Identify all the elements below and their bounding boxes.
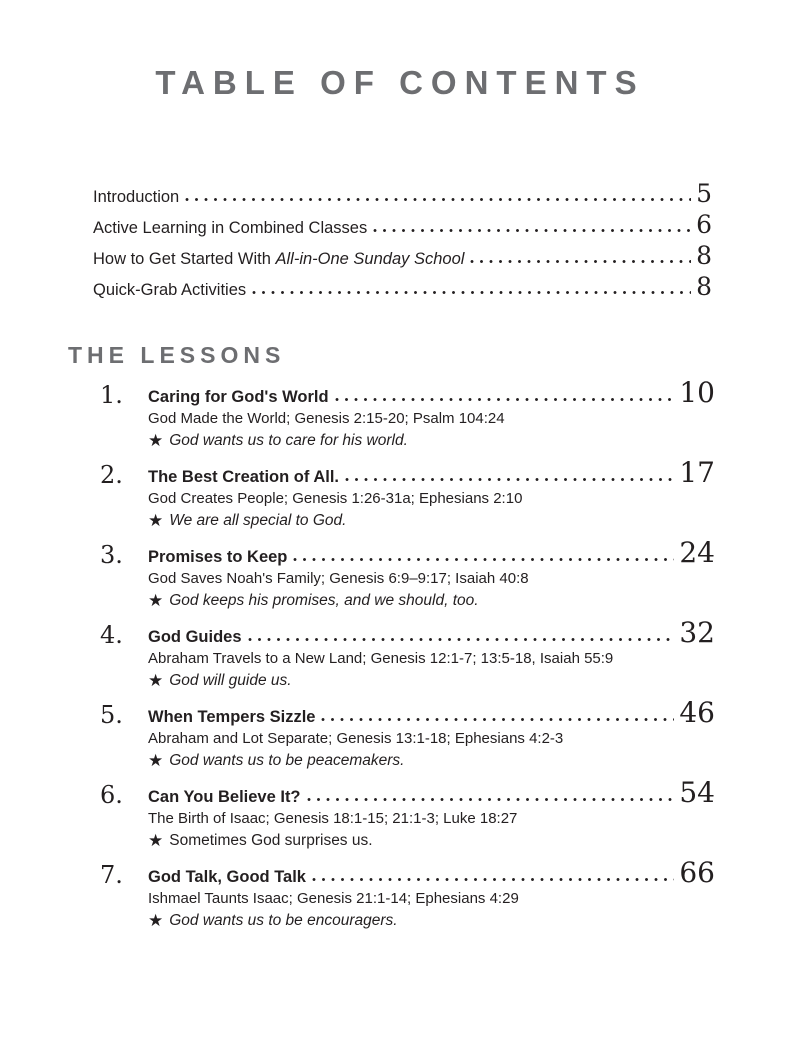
lesson-reference: Abraham Travels to a New Land; Genesis 12:1-7; 13:5-18, Isaiah 55:9	[148, 650, 614, 667]
lesson-body	[148, 696, 715, 770]
lesson-page-number: 32	[679, 616, 715, 649]
lesson-title: The Best Creation of All.	[148, 468, 339, 486]
lesson-reference: God Creates People; Genesis 1:26-31a; Ephesians 2:10	[148, 490, 523, 507]
front-entry-label: Introduction	[93, 188, 180, 206]
dot-leader	[312, 877, 674, 882]
lesson-reference: God Saves Noah's Family; Genesis 6:9–9:17; Isaiah 40:8	[148, 570, 529, 587]
lessons-heading: THE LESSONS	[68, 342, 286, 368]
front-matter-entry	[93, 179, 712, 216]
dot-leader	[252, 290, 691, 295]
front-entry-label: Active Learning in Combined Classes	[93, 219, 368, 237]
lesson-point-row	[148, 670, 715, 690]
star-icon: ★	[148, 751, 164, 770]
lesson-title-row	[148, 856, 715, 889]
lesson-title: God Talk, Good Talk	[148, 868, 306, 886]
lesson-point: God wants us to be peacemakers.	[169, 752, 405, 769]
dot-leader	[293, 557, 674, 562]
lesson-entry	[100, 616, 715, 690]
star-icon: ★	[148, 591, 164, 610]
lesson-title-row	[148, 616, 715, 649]
lesson-point: God keeps his promises, and we should, too.	[169, 592, 479, 609]
lesson-page-number: 66	[679, 856, 715, 889]
lesson-reference: Ishmael Taunts Isaac; Genesis 21:1-14; Ephesians 4:29	[148, 890, 519, 907]
dot-leader	[321, 717, 674, 722]
lesson-number: 5.	[100, 701, 123, 729]
lesson-page-number: 24	[679, 536, 715, 569]
lesson-point: God will guide us.	[169, 672, 292, 689]
lesson-number: 7.	[100, 861, 123, 889]
lesson-number: 2.	[100, 461, 123, 489]
lesson-body	[148, 856, 715, 930]
lesson-point-row	[148, 750, 715, 770]
lesson-body	[148, 616, 715, 690]
lesson-point: We are all special to God.	[169, 512, 347, 529]
lesson-body	[148, 456, 715, 530]
front-entry-page-number: 5	[696, 179, 712, 208]
front-matter-entry	[93, 241, 712, 278]
front-entry-page-number: 6	[696, 210, 712, 239]
star-icon: ★	[148, 911, 164, 930]
lesson-number: 6.	[100, 781, 123, 809]
lesson-point-row	[148, 430, 715, 450]
front-matter-entry	[93, 210, 712, 247]
lessons-list	[100, 376, 715, 930]
lesson-title: When Tempers Sizzle	[148, 708, 316, 726]
lesson-title: Promises to Keep	[148, 548, 288, 566]
dot-leader	[307, 797, 675, 802]
lesson-title-row	[148, 456, 715, 489]
front-entry-label: Quick-Grab Activities	[93, 281, 247, 299]
lesson-title: Caring for God's World	[148, 388, 329, 406]
lesson-reference: Abraham and Lot Separate; Genesis 13:1-18; Ephesians 4:2-3	[148, 730, 564, 747]
lesson-reference: God Made the World; Genesis 2:15-20; Psalm 104:24	[148, 410, 505, 427]
lesson-page-number: 10	[679, 376, 715, 409]
lesson-title-row	[148, 776, 715, 809]
lesson-point-row	[148, 510, 715, 530]
star-icon: ★	[148, 431, 164, 450]
lesson-title: God Guides	[148, 628, 242, 646]
lesson-body	[148, 536, 715, 610]
lesson-title: Can You Believe It?	[148, 788, 301, 806]
lesson-entry	[100, 536, 715, 610]
dot-leader	[335, 397, 675, 402]
lesson-point-row	[148, 830, 715, 850]
lesson-page-number: 17	[679, 456, 715, 489]
star-icon: ★	[148, 831, 164, 850]
lesson-number: 4.	[100, 621, 123, 649]
front-entry-label: How to Get Started With All-in-One Sunday School	[93, 250, 465, 268]
lesson-entry	[100, 456, 715, 530]
star-icon: ★	[148, 511, 164, 530]
dot-leader	[185, 197, 691, 202]
lesson-point-row	[148, 590, 715, 610]
lesson-body	[148, 776, 715, 850]
lesson-page-number: 46	[679, 696, 715, 729]
star-icon: ★	[148, 671, 164, 690]
lesson-entry	[100, 376, 715, 450]
lesson-body	[148, 376, 715, 450]
lesson-reference: The Birth of Isaac; Genesis 18:1-15; 21:1-3; Luke 18:27	[148, 810, 518, 827]
dot-leader	[373, 228, 691, 233]
lesson-entry	[100, 696, 715, 770]
lesson-point: God wants us to care for his world.	[169, 432, 408, 449]
dot-leader	[345, 477, 674, 482]
front-matter-list	[93, 179, 712, 309]
lesson-entry	[100, 776, 715, 850]
lesson-entry	[100, 856, 715, 930]
dot-leader	[248, 637, 675, 642]
lesson-title-row	[148, 696, 715, 729]
lesson-page-number: 54	[679, 776, 715, 809]
dot-leader	[470, 259, 691, 264]
front-entry-page-number: 8	[696, 241, 712, 270]
lesson-point-row	[148, 910, 715, 930]
lesson-number: 3.	[100, 541, 123, 569]
lesson-number: 1.	[100, 381, 123, 409]
lesson-point: Sometimes God surprises us.	[169, 832, 373, 849]
lesson-point: God wants us to be encouragers.	[169, 912, 398, 929]
page-title: TABLE OF CONTENTS	[155, 64, 645, 101]
front-entry-page-number: 8	[696, 272, 712, 301]
lesson-title-row	[148, 536, 715, 569]
front-matter-entry	[93, 272, 712, 309]
lesson-title-row	[148, 376, 715, 409]
